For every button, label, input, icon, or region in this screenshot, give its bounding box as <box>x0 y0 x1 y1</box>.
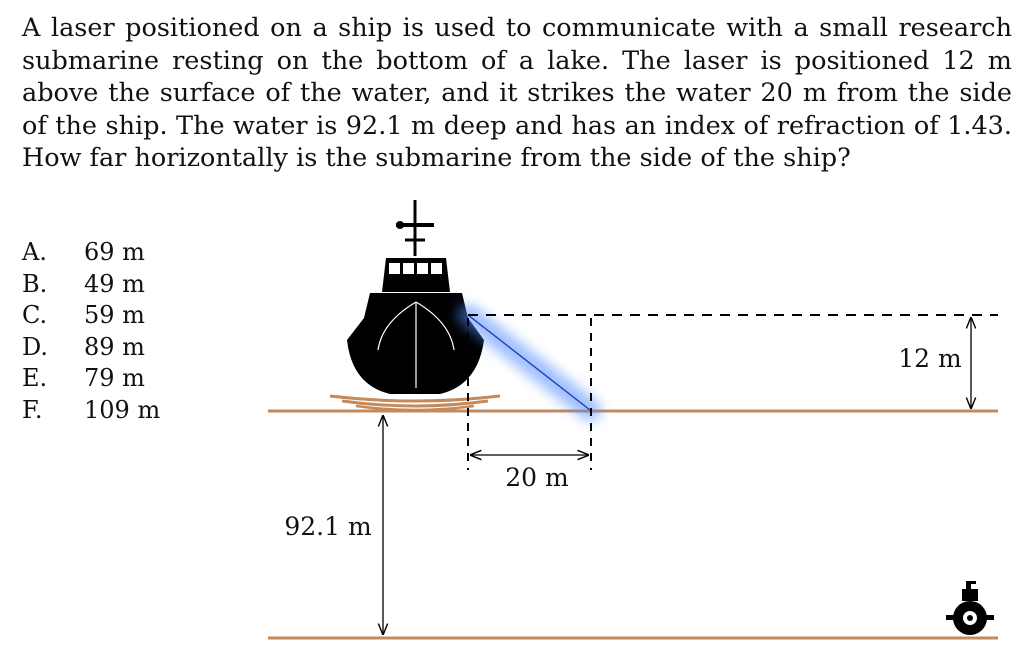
distance-label: 20 m <box>505 463 569 492</box>
choice-letter: E. <box>22 364 48 392</box>
choice-letter: C. <box>22 301 48 329</box>
choice-value: 79 m <box>84 364 145 392</box>
choice-letter: A. <box>22 238 47 266</box>
choice-letter: D. <box>22 332 49 361</box>
choice-letter: B. <box>22 269 48 298</box>
choice-value: 89 m <box>84 332 145 361</box>
laser-beam <box>468 315 590 410</box>
depth-label: 92.1 m <box>284 512 372 541</box>
choice-letter: F. <box>22 395 43 424</box>
ship-icon <box>330 200 500 410</box>
question-text: A laser positioned on a ship is used to communicate with a small research submarine resting on the bottom of a lake. The laser is positioned 12 m above the surface of the water, and it strikes the water 20 m from the side of the ship. The water is 92.1 m deep and has an index of refraction of 1.43. How far horizontally is the submarine from the side of the ship? <box>22 13 1012 173</box>
choice-value: 49 m <box>84 269 145 298</box>
choice-value: 59 m <box>84 301 145 329</box>
choice-value: 69 m <box>84 238 145 266</box>
height-label: 12 m <box>898 344 962 373</box>
choice-value: 109 m <box>84 395 161 424</box>
submarine-icon <box>946 581 994 635</box>
